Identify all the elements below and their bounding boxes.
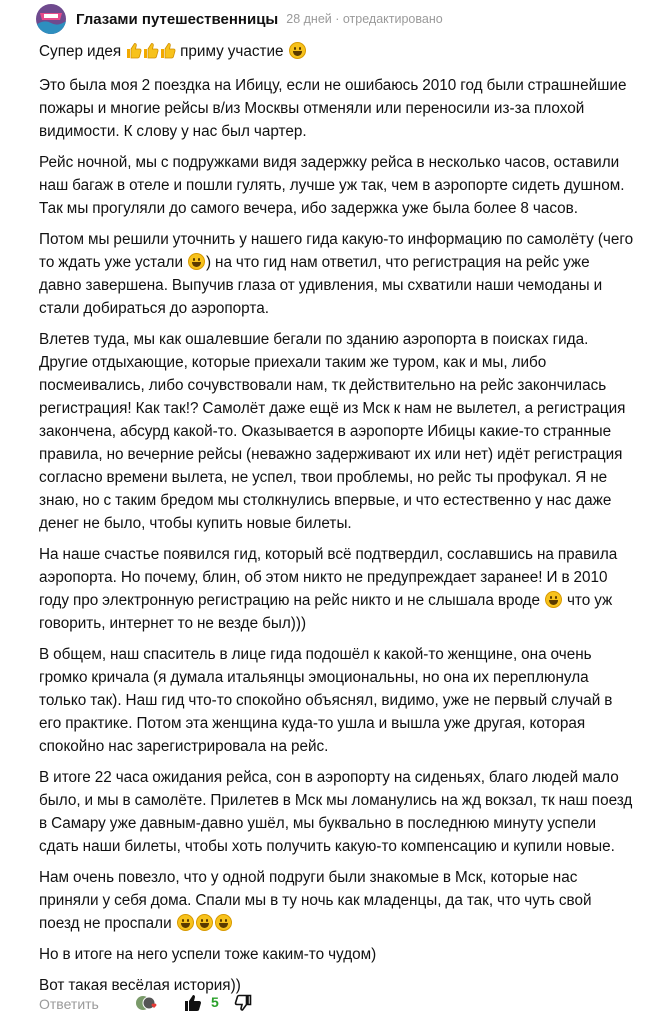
paragraph-text: Нам очень повезло, что у одной подруги были знакомые в Мск, которые нас приняли у себя дома. Спали мы в ту ночь как младенцы, да так, что чуть свой поезд не проспали [39, 869, 592, 932]
paragraph-text: Потом мы решили уточнить у нашего гида какую-то информацию по самолёту (чего то ждать уже устали [39, 231, 634, 271]
thumbs-up-icon [160, 42, 176, 66]
thumbs-up-icon [143, 42, 159, 66]
author-name[interactable]: Глазами путешественницы [76, 10, 279, 28]
paragraph-text: что уж говорить, интернет то не везде был))) [39, 592, 613, 632]
paragraph-text: Это была моя 2 поездка на Ибицу, если не ошибаюсь 2010 год были страшнейшие пожары и многие рейсы в/из Москвы отменяли или переносили из-за плохой видимости. К слову у нас был чартер. [39, 77, 627, 140]
comment-header [36, 4, 443, 34]
reply-button[interactable]: Ответить [39, 996, 99, 1012]
paragraph-text: В итоге 22 часа ожидания рейса, сон в аэропорту на сиденьях, благо людей мало было, и мы в самолёте. Прилетев в Мск мы ломанулись на жд вокзал, тк наш поезд в Самару уже давным-давно ушёл, мы буквально в последнюю минуту успели сдать наши билеты, чтобы хоть получить какую-то компенсацию и купили новые. [39, 769, 633, 855]
grin-emoji-icon [177, 914, 194, 931]
paragraph-text: Влетев туда, мы как ошалевшие бегали по зданию аэропорта в поисках гида. Другие отдыхающие, которые приехали таким же туром, как и мы, либо посмеивались, либо сочувствовали нам, тк действительно на рейс закончилась регистрация! Как так!? Самолёт даже ещё из Мск к нам не вылетел, а регистрация закончена, абсурд какой-то. Оказывается в аэропорте Ибицы какие-то странные правила, но вечерние рейсы (неважно задерживают их или нет) идёт регистрация согласно времени вылета, не успел, твои проблемы, но рейс ты профукал. Я не знаю, но с таким бредом мы столкнулись впервые, и что естественно у нас даже денег не было, чтобы купить новые билеты. [39, 331, 626, 532]
comment-paragraph [39, 40, 635, 66]
grin-emoji-icon [215, 914, 232, 931]
paragraph-text: ) на что гид нам ответил, что регистрация на рейс уже давно завершена. Выпучив глаза от удивления, мы схватили наши чемоданы и стали добираться до аэропорта. [39, 254, 603, 317]
paragraph-text: Супер идея [39, 43, 126, 60]
comment-meta: 28 дней · отредактировано [286, 12, 443, 26]
grin-emoji-icon [196, 914, 213, 931]
grin-emoji-icon [188, 253, 205, 270]
comment-footer [39, 993, 639, 1015]
paragraph-text: Вот такая весёлая история)) [39, 977, 241, 994]
comment-paragraph [39, 228, 635, 320]
comment-paragraph [39, 943, 635, 966]
paragraph-text: Рейс ночной, мы с подружками видя задержку рейса в несколько часов, оставили наш багаж в отеле и пошли гулять, лучше уж так, чем в аэропорте сидеть душном. Так мы прогуляли до самого вечера, ибо задержка уже была более 8 часов. [39, 154, 625, 217]
comment-body [39, 40, 635, 1005]
thumbs-up-icon [126, 42, 142, 66]
avatar-image [36, 4, 66, 34]
comment-paragraph [39, 151, 635, 220]
grin-emoji-icon [289, 42, 306, 59]
dislike-icon[interactable] [233, 993, 253, 1018]
comment-paragraph [39, 328, 635, 535]
avatar[interactable] [36, 4, 66, 34]
like-count: 5 [211, 994, 219, 1010]
paragraph-text: Но в итоге на него успели тоже каким-то чудом) [39, 946, 377, 963]
comment-paragraph [39, 643, 635, 758]
like-icon[interactable] [183, 993, 203, 1018]
comment-paragraph [39, 766, 635, 858]
reactions-icon[interactable] [135, 993, 159, 1013]
comment-paragraph [39, 543, 635, 635]
paragraph-text: В общем, наш спаситель в лице гида подошёл к какой-то женщине, она очень громко кричала (я думала итальянцы эмоциональны, но она их переплюнула только так). Наш гид что-то спокойно объяснял, видимо, уже не первый случай в его практике. Потом эта женщина куда-то ушла и вышла уже другая, которая спокойно нас зарегистрировала на рейс. [39, 646, 613, 755]
comment-paragraph [39, 866, 635, 935]
comment-paragraph [39, 74, 635, 143]
paragraph-text: На наше счастье появился гид, который всё подтвердил, сославшись на правила аэропорта. Но почему, блин, об этом никто не предупреждает заранее! И в 2010 году про электронную регистрацию на рейс никто и не слышала вроде [39, 546, 618, 609]
grin-emoji-icon [545, 591, 562, 608]
paragraph-text: приму участие [176, 43, 288, 60]
